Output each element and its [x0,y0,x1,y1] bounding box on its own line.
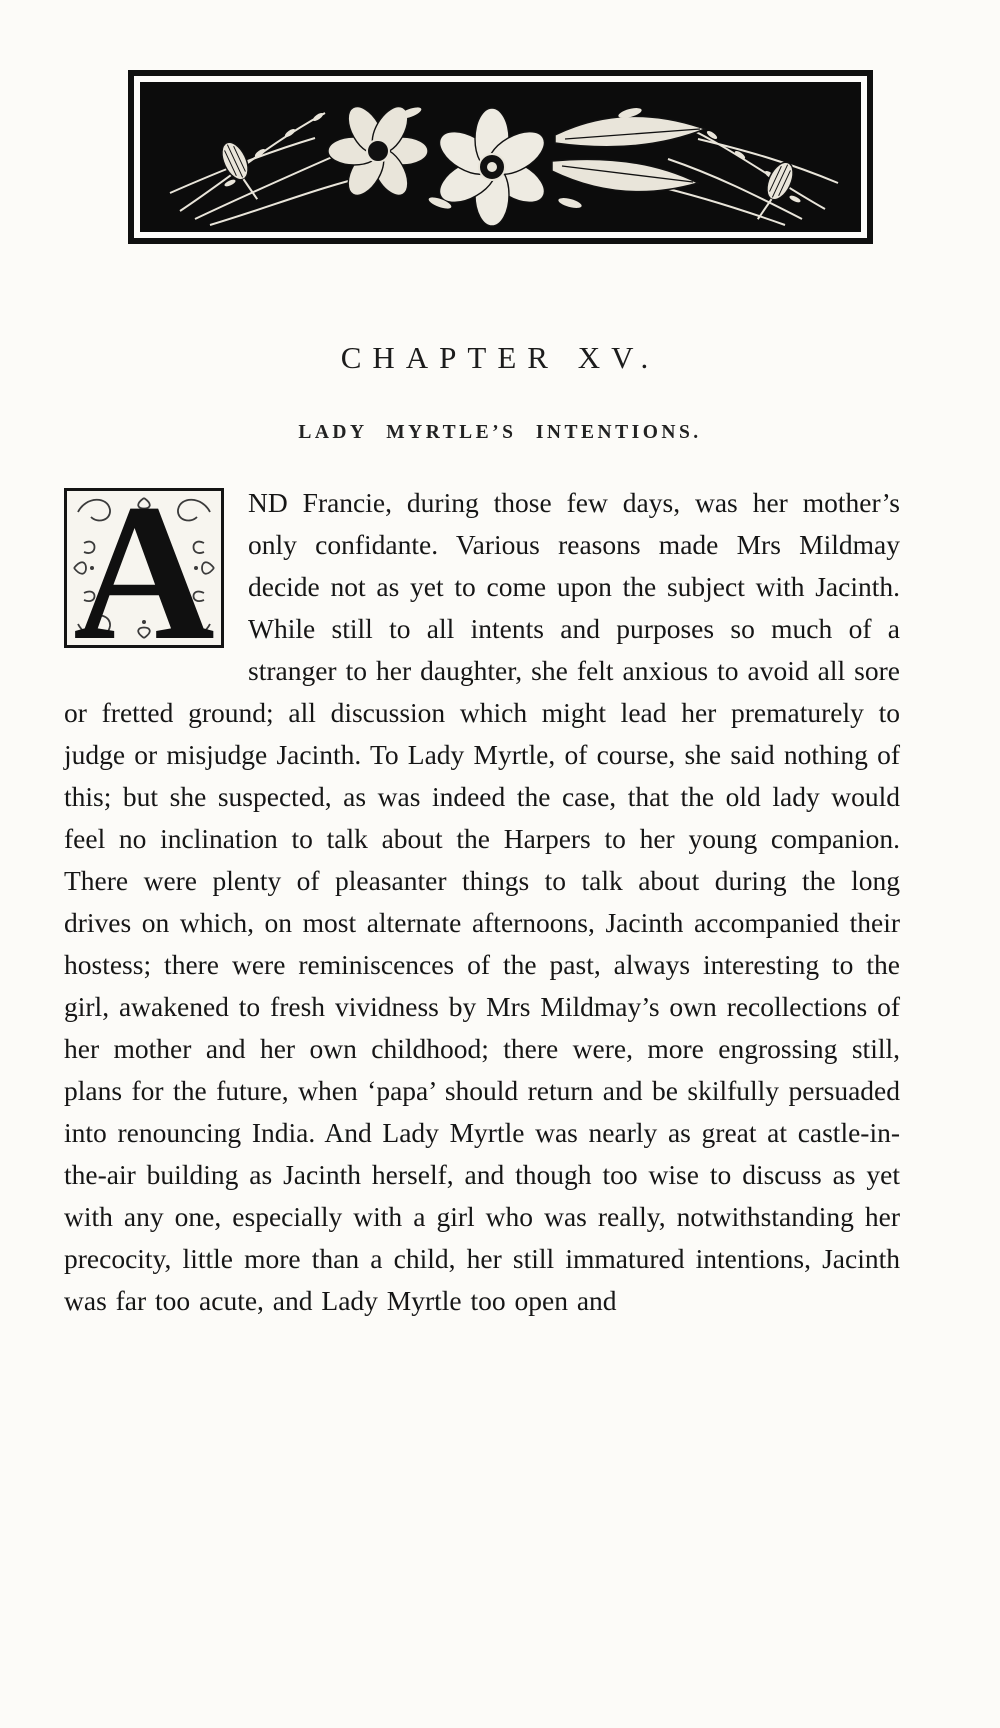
chapter-subtitle: LADY MYRTLE’S INTENTIONS. [298,422,702,443]
chapter-heading: CHAPTER XV. [340,340,660,375]
drop-cap-letter: A [73,488,215,648]
floral-engraving-image [140,82,861,232]
body-paragraph: ND Francie, during those few days, was her mother’s only confidante. Various reasons made Mrs Mildmay decide not as yet to come upon the subject with Jacinth. While still to all intents and purposes so much of a stranger to her daughter, she felt anxious to avoid all sore or fretted ground; all discussion which might lead her prematurely to judge or misjudge Jacinth. To Lady Myrtle, of course, she said nothing of this; but she suspected, as was indeed the case, that the old lady would feel no inclination to talk about the Harpers to her young companion. There were plenty of pleasanter things to talk about during the long drives on which, on most alternate afternoons, Jacinth accompanied their hostess; there were reminiscences of the past, always interesting to the girl, awakened to fresh vividness by Mrs Mildmay’s own recollections of her mother and her own childhood; there were, more engrossing still, plans for the future, when ‘papa’ should return and be skilfully persuaded into renouncing India. And Lady Myrtle was nearly as great at castle-in-the-air building as Jacinth herself, and though too wise to discuss as yet with any one, especially with a girl who was really, notwithstanding her precocity, little more than a child, her still immatured intentions, Jacinth was far too acute, and Lady Myrtle too open and [64,487,900,1316]
drop-cap-initial [64,488,224,648]
chapter-body [64,482,900,1322]
header-ornament [128,70,873,244]
drop-cap-ornament [64,488,224,648]
